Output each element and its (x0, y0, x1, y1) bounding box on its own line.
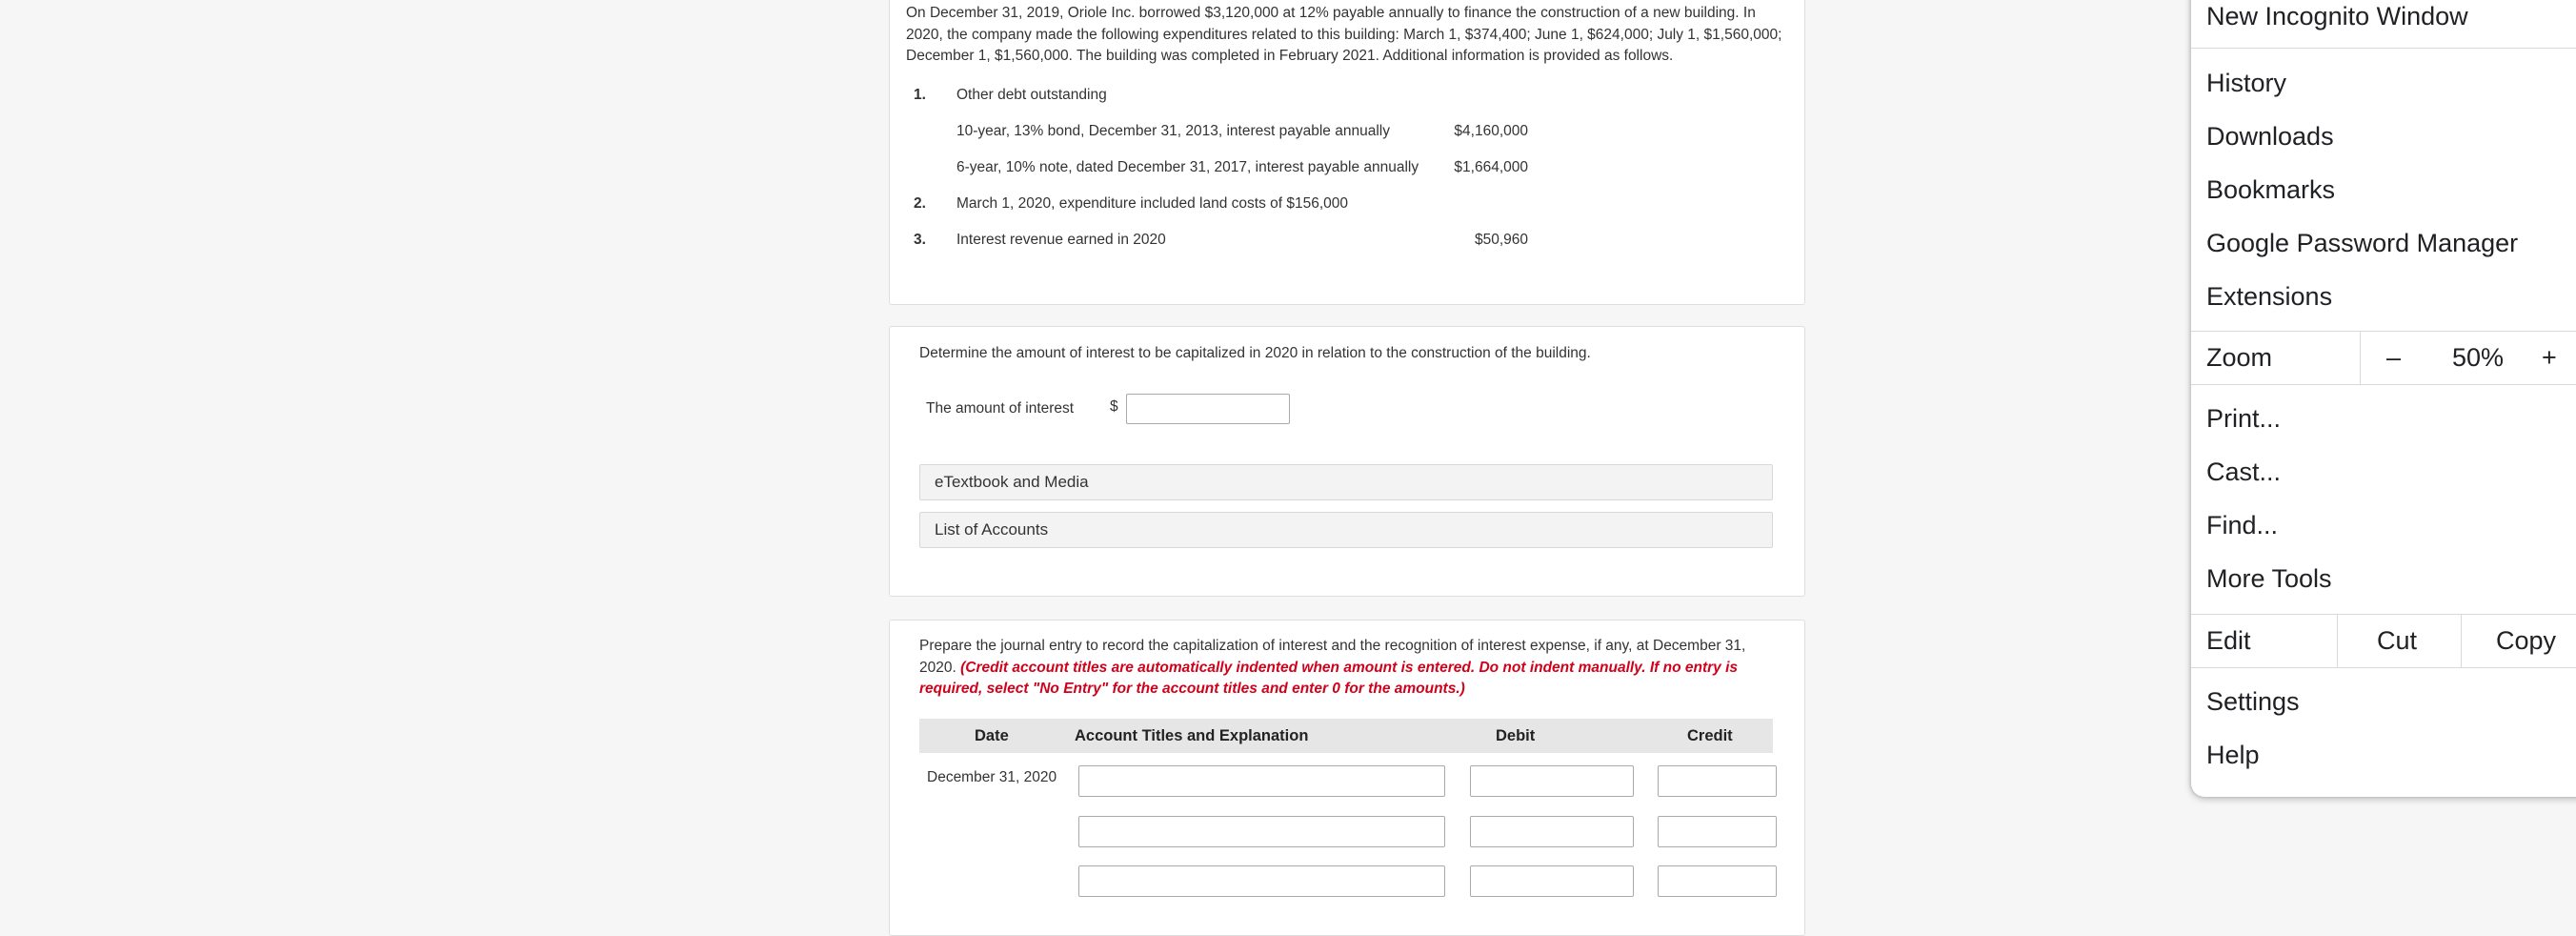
header-credit: Credit (1687, 727, 1733, 744)
etextbook-media-expander[interactable]: eTextbook and Media (919, 464, 1773, 500)
menu-cast[interactable]: Cast... (2206, 458, 2282, 486)
menu-cut[interactable]: Cut (2377, 626, 2418, 655)
entry-date: December 31, 2020 (927, 769, 1057, 785)
menu-zoom-label: Zoom (2206, 343, 2273, 372)
header-date: Date (975, 727, 1009, 744)
interest-amount-input[interactable] (1126, 394, 1290, 424)
menu-new-incognito-window[interactable]: New Incognito Window (2206, 2, 2468, 31)
debit-input[interactable] (1470, 865, 1634, 897)
question-2-prompt-text: Prepare the journal entry to record the capitalization of interest and the recognition of interest expense, if any, at December 31, 2020. (919, 638, 1746, 676)
menu-print[interactable]: Print... (2206, 404, 2282, 433)
question-1-card (889, 326, 1805, 597)
menu-extensions[interactable]: Extensions (2206, 282, 2333, 311)
item-number-1: 1. (914, 87, 926, 103)
item-bond: 10-year, 13% bond, December 31, 2013, interest payable annually (956, 123, 1390, 139)
account-title-input[interactable] (1078, 865, 1445, 897)
account-title-input[interactable] (1078, 816, 1445, 847)
credit-input[interactable] (1658, 816, 1777, 847)
menu-separator (2191, 614, 2576, 615)
item-bond-amount: $4,160,000 (1454, 123, 1528, 139)
question-2-instructions: (Credit account titles are automatically indented when amount is entered. Do not indent manually. If no entry is required, select "No Entry" for the account titles and enter 0 for the amounts.) (919, 659, 1738, 697)
currency-symbol: $ (1110, 398, 1118, 415)
menu-copy[interactable]: Copy (2496, 626, 2557, 655)
menu-downloads[interactable]: Downloads (2206, 122, 2334, 151)
menu-edit-label: Edit (2206, 626, 2251, 655)
list-of-accounts-expander[interactable]: List of Accounts (919, 512, 1773, 548)
zoom-in-button[interactable]: + (2542, 343, 2557, 372)
account-title-input[interactable] (1078, 765, 1445, 797)
question-2-prompt (919, 636, 1777, 701)
journal-table-header (919, 719, 1773, 753)
header-account-titles: Account Titles and Explanation (1075, 727, 1309, 744)
browser-menu (2191, 0, 2576, 797)
item-interest-revenue-amount: $50,960 (1474, 232, 1528, 248)
menu-separator (2191, 667, 2576, 668)
menu-separator (2191, 384, 2576, 385)
item-note: 6-year, 10% note, dated December 31, 2017, interest payable annually (956, 159, 1419, 175)
item-other-debt: Other debt outstanding (956, 87, 1107, 103)
header-debit: Debit (1496, 727, 1536, 744)
menu-more-tools[interactable]: More Tools (2206, 564, 2332, 593)
menu-separator (2191, 331, 2576, 332)
debit-input[interactable] (1470, 765, 1634, 797)
zoom-out-button[interactable]: – (2386, 343, 2402, 372)
menu-history[interactable]: History (2206, 69, 2287, 97)
menu-bookmarks[interactable]: Bookmarks (2206, 175, 2336, 204)
menu-divider (2360, 331, 2361, 384)
menu-divider (2461, 614, 2462, 667)
menu-find[interactable]: Find... (2206, 511, 2279, 539)
item-interest-revenue: Interest revenue earned in 2020 (956, 232, 1166, 248)
item-note-amount: $1,664,000 (1454, 159, 1528, 175)
item-land-costs: March 1, 2020, expenditure included land costs of $156,000 (956, 195, 1349, 212)
question-1-prompt: Determine the amount of interest to be capitalized in 2020 in relation to the construction of the building. (919, 345, 1591, 361)
menu-password-manager[interactable]: Google Password Manager (2206, 229, 2519, 257)
problem-statement: On December 31, 2019, Oriole Inc. borrowed $3,120,000 at 12% payable annually to finance the construction of a new building. In 2020, the company made the following expenditures related to this building: March 1, $374,400; June 1, $624,000; July 1, $1,560,000; December 1, $1,560,000. The building was completed in February 2021. Additional information is provided as follows. (906, 5, 1782, 64)
debit-input[interactable] (1470, 816, 1634, 847)
credit-input[interactable] (1658, 765, 1777, 797)
credit-input[interactable] (1658, 865, 1777, 897)
menu-separator (2191, 48, 2576, 49)
zoom-level: 50% (2452, 343, 2505, 372)
item-number-2: 2. (914, 195, 926, 212)
interest-amount-label: The amount of interest (926, 400, 1075, 417)
item-number-3: 3. (914, 232, 926, 248)
problem-statement-card (889, 0, 1805, 305)
question-2-card (889, 620, 1805, 936)
menu-settings[interactable]: Settings (2206, 687, 2300, 716)
menu-divider (2337, 614, 2338, 667)
menu-help[interactable]: Help (2206, 741, 2260, 769)
